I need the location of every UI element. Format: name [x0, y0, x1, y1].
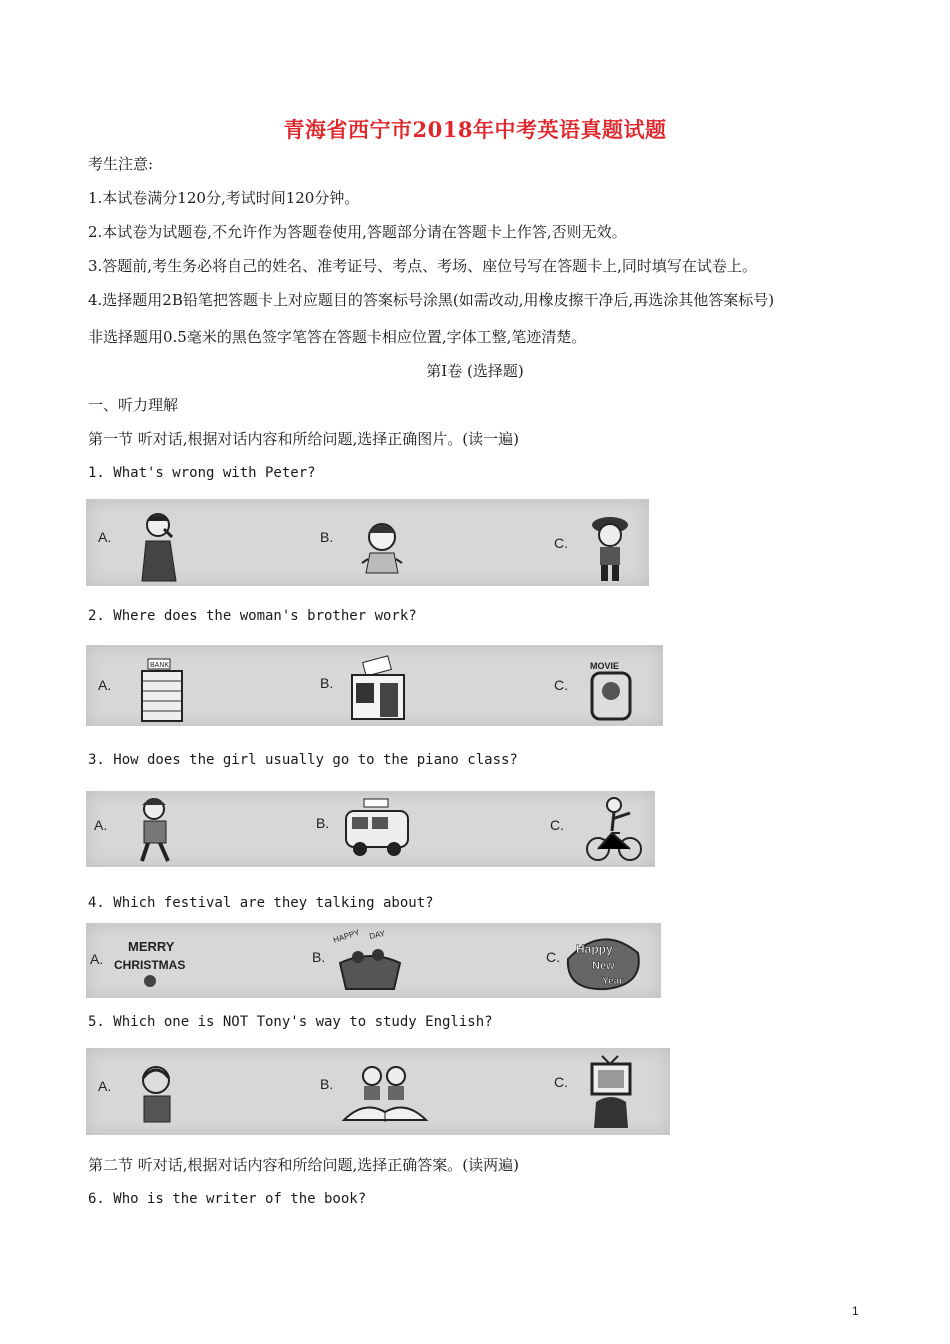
option-b-label: B.	[320, 1076, 334, 1092]
option-c-label: C.	[550, 817, 564, 833]
question-1-pictures	[86, 499, 649, 586]
girl-sneezing-picture	[358, 513, 406, 579]
question-5-pictures	[86, 1048, 670, 1135]
notice-item-5: 非选择题用0.5毫米的黑色签字笔答在答题卡相应位置,字体工整,笔迹清楚。	[88, 328, 587, 346]
option-c-label: C.	[554, 535, 568, 551]
question-3-pictures	[86, 791, 655, 867]
bank-picture	[138, 657, 186, 723]
question-5: 5. Which one is NOT Tony's way to study English?	[88, 1014, 493, 1030]
option-a-label: A.	[98, 677, 112, 693]
happy-new-year-text-1: Happy	[576, 942, 613, 956]
happy-text: HAPPY	[332, 927, 361, 945]
option-a-label: A.	[98, 1078, 112, 1094]
happy-new-year-picture	[562, 929, 644, 993]
question-6: 6. Who is the writer of the book?	[88, 1191, 367, 1207]
question-1: 1. What's wrong with Peter?	[88, 465, 316, 481]
question-2-pictures	[86, 645, 663, 726]
boy-toothache-picture	[138, 507, 182, 582]
question-4: 4. Which festival are they talking about?	[88, 895, 434, 911]
option-a-label: A.	[98, 529, 112, 545]
notice-heading: 考生注意:	[88, 155, 154, 173]
movie-theater-picture	[588, 659, 634, 721]
question-4-pictures	[86, 923, 661, 998]
section1-instruction: 第一节 听对话,根据对话内容和所给问题,选择正确图片。(读一遍)	[88, 430, 520, 448]
girl-walking-picture	[132, 795, 178, 863]
question-2: 2. Where does the woman's brother work?	[88, 608, 417, 624]
movie-sign: MOVIE	[590, 661, 620, 671]
notice-item-1: 1.本试卷满分120分,考试时间120分钟。	[88, 189, 360, 207]
kids-reading-book-picture	[340, 1062, 430, 1126]
option-b-label: B.	[320, 675, 334, 691]
watching-tv-picture	[586, 1052, 636, 1128]
option-a-label: A.	[90, 951, 104, 967]
notice-item-3: 3.答题前,考生务必将自己的姓名、准考证号、考点、考场、座位号写在答题卡上,同时填写在试卷上。	[88, 257, 757, 275]
option-c-label: C.	[554, 1074, 568, 1090]
merry-christmas-picture	[110, 931, 194, 993]
section2-instruction: 第二节 听对话,根据对话内容和所给问题,选择正确答案。(读两遍)	[88, 1156, 520, 1174]
boy-listening-picture	[132, 1060, 182, 1130]
notice-item-2: 2.本试卷为试题卷,不允许作为答题卷使用,答题部分请在答题卡上作答,否则无效。	[88, 223, 627, 241]
bank-sign: BANK	[150, 662, 170, 669]
day-text: DAY	[368, 928, 386, 941]
happy-new-year-text-2: New	[592, 960, 615, 972]
mothers-day-picture	[330, 927, 410, 993]
section-title: 一、听力理解	[88, 396, 179, 414]
option-c-label: C.	[546, 949, 560, 965]
happy-new-year-text-3: Year	[602, 976, 624, 987]
option-a-label: A.	[94, 817, 108, 833]
notice-item-4: 4.选择题用2B铅笔把答题卡上对应题目的答案标号涂黑(如需改动,用橡皮擦干净后,再选涂其他答案标号)	[88, 291, 775, 309]
post-office-picture	[348, 655, 408, 721]
question-3: 3. How does the girl usually go to the piano class?	[88, 752, 518, 768]
option-b-label: B.	[320, 529, 334, 545]
bicycle-picture	[586, 795, 642, 863]
christmas-text: CHRISTMAS	[114, 958, 186, 972]
part-title: 第Ⅰ卷 (选择题)	[426, 362, 524, 380]
option-c-label: C.	[554, 677, 568, 693]
bus-picture	[342, 797, 412, 859]
document-title: 青海省西宁市2018年中考英语真题试题	[283, 117, 667, 142]
page-number: 1	[852, 1304, 859, 1318]
option-b-label: B.	[316, 815, 330, 831]
boy-cap-picture	[588, 513, 634, 583]
option-b-label: B.	[312, 949, 326, 965]
merry-text: MERRY	[128, 939, 175, 954]
